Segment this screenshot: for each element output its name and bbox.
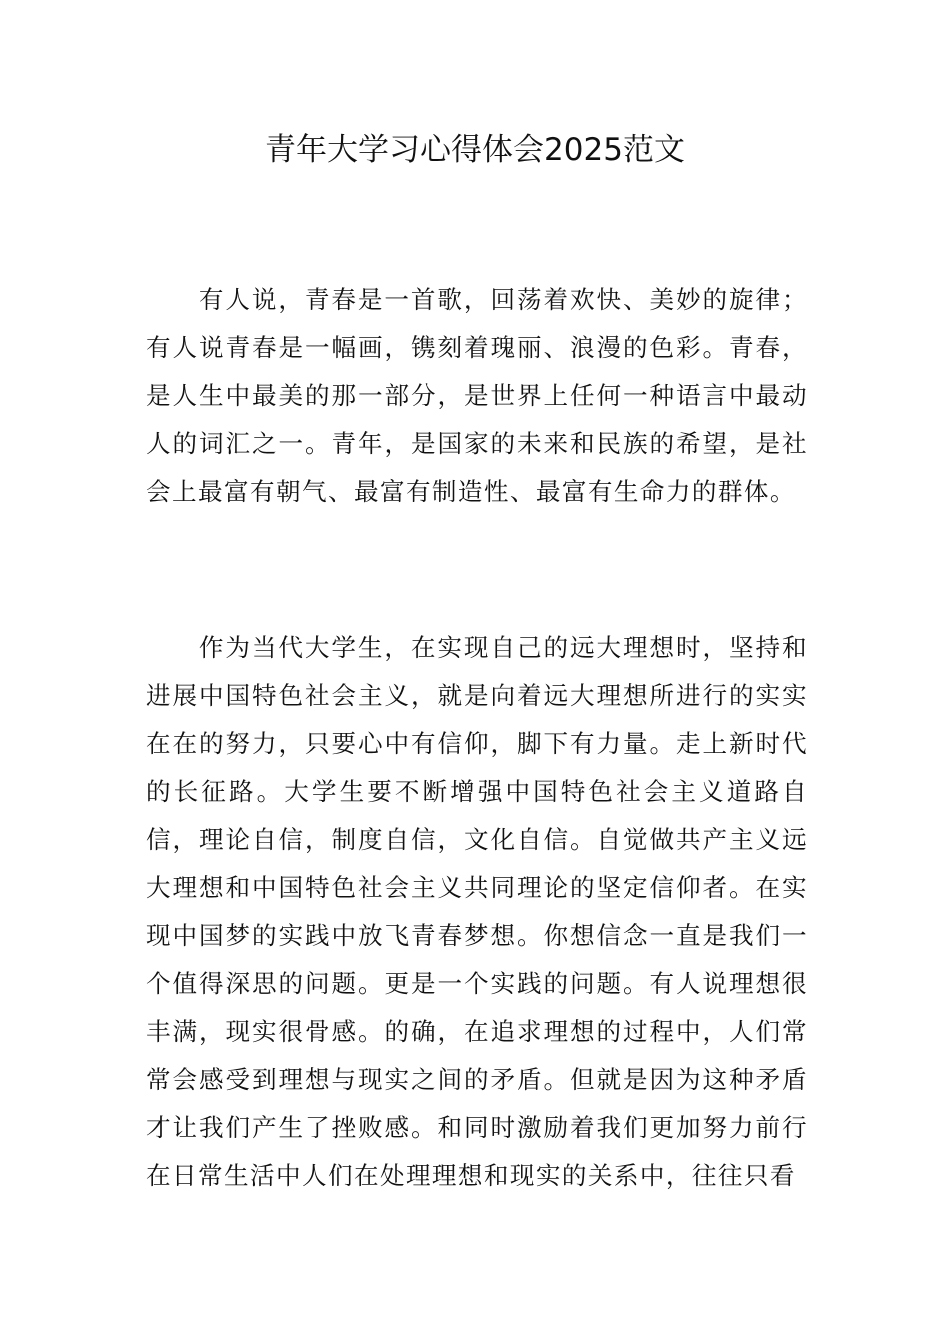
- paragraph-1: 有人说，青春是一首歌，回荡着欢快、美妙的旋律；有人说青春是一幅画，镌刻着瑰丽、浪漫的色彩。青春，是人生中最美的那一部分，是世界上任何一种语言中最动人的词汇之一。青年，是国家的未来和民族的希望，是社会上最富有朝气、最富有制造性、最富有生命力的群体。: [146, 285, 808, 506]
- document-title: 青年大学习心得体会2025范文: [265, 132, 685, 168]
- paragraph-2: 作为当代大学生，在实现自己的远大理想时，坚持和进展中国特色社会主义，就是向着远大理想所进行的实实在在的努力，只要心中有信仰，脚下有力量。走上新时代的长征路。大学生要不断增强中国特色社会主义道路自信，理论自信，制度自信，文化自信。自觉做共产主义远大理想和中国特色社会主义共同理论的坚定信仰者。在实现中国梦的实践中放飞青春梦想。你想信念一直是我们一个值得深思的问题。更是一个实践的问题。有人说理想很丰满，现实很骨感。的确，在追求理想的过程中，人们常常会感受到理想与现实之间的矛盾。但就是因为这种矛盾才让我们产生了挫败感。和同时激励着我们更加努力前行在日常生活中人们在处理理想和现实的关系中，往往只看: [146, 633, 808, 1190]
